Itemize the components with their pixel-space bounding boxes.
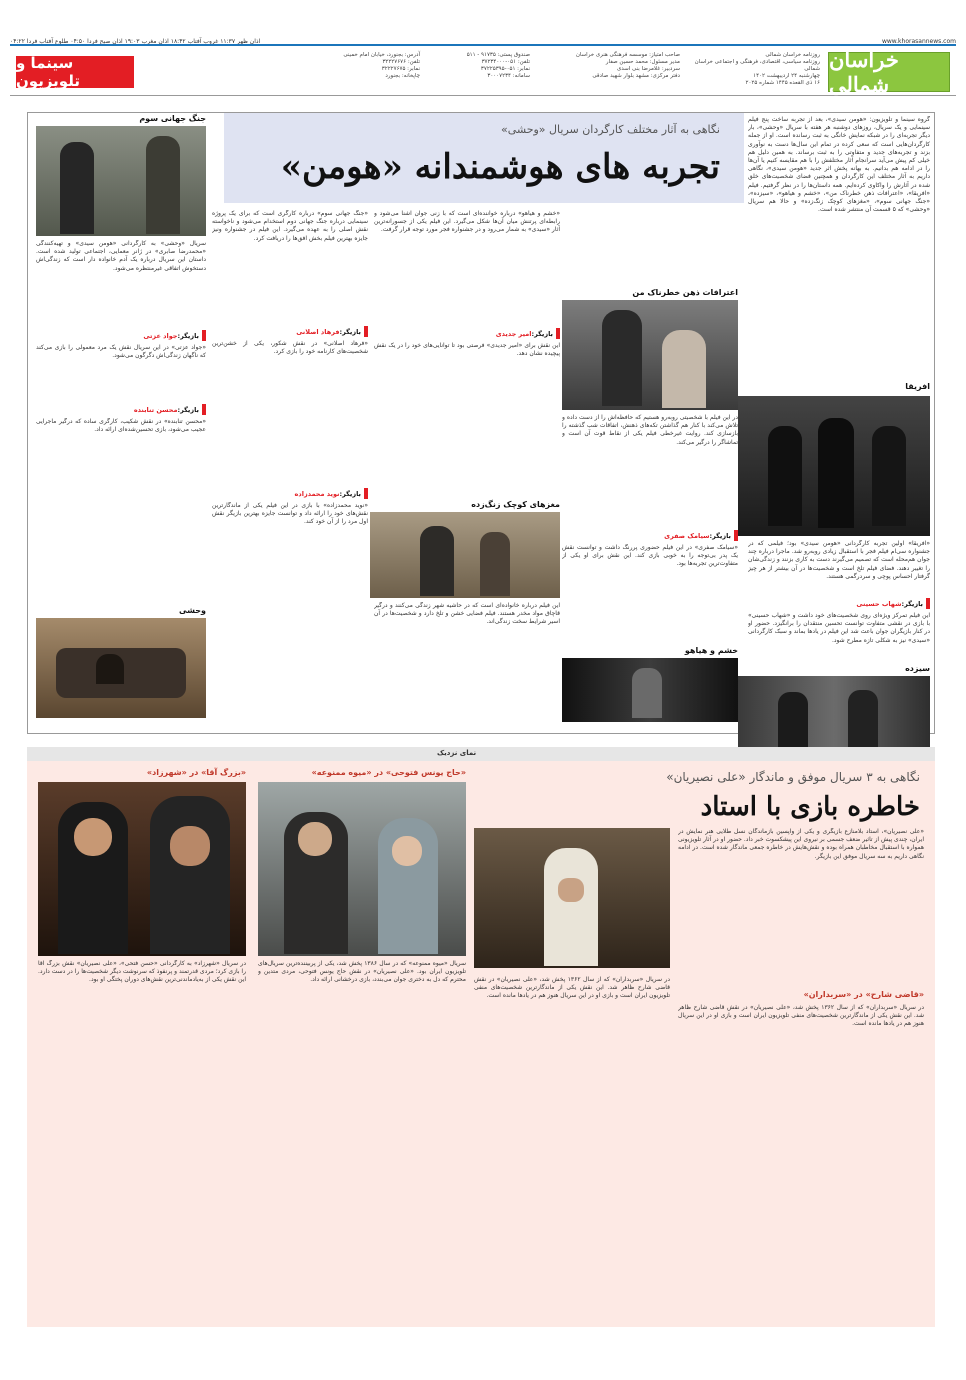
role-body: «نوید محمدزاده» با بازی در این فیلم یکی از ماندگارترین نقش‌های خود را ارائه داد و توانست جایزه بهترین بازیگر نقش اول مرد را از آن خود کند. [212, 502, 368, 526]
role-label: بازیگر: [901, 599, 923, 608]
series-caption: «قاضی شارح» در «سربداران» [803, 990, 924, 999]
bottom-section-bar [27, 747, 935, 761]
actor-name: فرهاد اصلانی [296, 327, 340, 336]
actor-name: شهاب حسینی [856, 599, 902, 608]
actor-name: امیر جدیدی [495, 329, 532, 338]
section-body: در این فیلم با شخصیتی روبه‌رو هستیم که حافظه‌اش را از دست داده و تلاش می‌کند با کنار هم گذاشتن تکه‌های ذهنش، اتفاقات شب گذشته را بازسازی کند. روایت غیرخطی فیلم یکی از نقاط قوت آن است و تماشاگر را درگیر می‌کند. [562, 414, 738, 446]
publisher-info [540, 52, 680, 80]
section-tag: سینما و تلویزیون [16, 56, 134, 88]
actor-role-bar [212, 488, 368, 499]
role-label: بازیگر: [177, 405, 199, 414]
africa-photo [738, 396, 930, 536]
actor-role-bar [36, 330, 206, 341]
shahrzad-photo [38, 782, 246, 956]
section-body: «افریقا» اولین تجربه کارگردانی «هومن سیدی» بود؛ فیلمی که در جشنواره سی‌ام فیلم فجر با استقبال زیادی روبه‌رو شد. ماجرا درباره چند جوان هم‌محله است که تصمیم می‌گیرند دست به کاری بزنند و زندگی‌شان را تغییر دهند. فضای فیلم تلخ است و شخصیت‌ها در آن بیشتر از هر چیز گرفتار احساس پوچی و سردرگمی هستند. [748, 540, 930, 580]
section-heading: مغزهای کوچک زنگ‌زده [471, 500, 560, 509]
series-body-extra: در سریال «سربداران» که از سال ۱۳۶۲ پخش شد، «علی نصیریان» در نقش قاضی شارح ظاهر شد. این نقش یکی از ماندگارترین شخصیت‌های منفی تلویزیون ایران است و بازی او در این سریال هنوز هم در یادها مانده است. [474, 976, 670, 1000]
newspaper-logo: خراسان شمالی [828, 52, 950, 92]
issue-line: روزنامه خراسان شمالی [765, 52, 820, 58]
publisher-line: مدیر مسئول: محمد حسین صفار [605, 59, 680, 65]
prayer-times: ۰۴:۲۲ اذان ظهر ۱۱:۳۷ غروب آفتاب ۱۸:۴۲ اذان مغرب ۱۹:۰۳ اذان صبح فردا ۰۴:۵۰ طلوع آفتاب فردا [10, 38, 261, 45]
role-body: «سیامک صفری» در این فیلم حضوری پررنگ داشت و توانست نقش یک پدر بی‌توجه را به خوبی بازی کند. این نقش برای او یکی از متفاوت‌ترین تجربه‌ها بود. [562, 544, 738, 568]
role-body: «محسن تنابنده» در نقش شکیب، کارگری ساده که درگیر ماجرایی عجیب می‌شود، بازی تحسین‌شده‌ای ارائه داد. [36, 418, 206, 434]
issue-line: چهارشنبه ۲۴ اردیبهشت ۱۴۰۲ [753, 73, 820, 79]
actor-name: جواد عزتی [143, 331, 178, 340]
bottom-intro: «علی نصیریان»، استاد بلامنازع بازیگری و یکی از واپسین بازماندگان نسل طلایی هنر نمایش در ایران، چندی پیش از تاثیر ضعف جسمی بر نیروی این پیشکسوت خبر داد. حضور او در آثار تلویزیونی همواره با استقبال مخاطبان همراه بوده و نقش‌هایش در خاطره جمعی ماندگار شده است. در ادامه نگاهی داریم به سه سریال موفق این بازیگر. [678, 828, 924, 860]
series-body: سریال «میوه ممنوعه» که در سال ۱۳۸۶ پخش شد، یکی از پربیننده‌ترین سریال‌های تلویزیون ایران بود. «علی نصیریان» در نقش حاج یونس فتوحی، مردی متدین و محترم که دل به دختری جوان می‌بندد، بازی درخشانی ارائه داد. [258, 960, 466, 984]
role-label: بازیگر: [531, 329, 553, 338]
article-kicker: نگاهی به آثار مختلف کارگردان سریال «وحشی» [500, 123, 720, 136]
vahshi-photo [36, 618, 206, 718]
role-body: این نقش برای «امیر جدیدی» فرصتی بود تا توانایی‌های خود را در یک نقش پیچیده نشان دهد. [374, 342, 560, 358]
address-line: تلفن: ۳۲۲۲۷۶۷۶ [382, 59, 420, 65]
section-heading: افریقا [905, 382, 930, 391]
role-body: «فرهاد اصلانی» در نقش شکور، یکی از خشن‌ترین شخصیت‌های کارنامه خود را بازی کرد. [212, 340, 368, 356]
role-body: این فیلم تمرکز ویژه‌ای روی شخصیت‌های خود داشت و «شهاب حسینی» با بازی در نقشی متفاوت توانست تحسین منتقدان را برانگیزد. حضور او در کنار بازیگران جوان باعث شد این فیلم در یادها بماند و سبک کارگردانی «سیدی» نیز به شکلی تازه مطرح شود. [748, 612, 930, 644]
actor-role-bar [374, 328, 560, 339]
publisher-line: صاحب امتیاز: موسسه فرهنگی هنری خراسان [575, 52, 680, 58]
address-info [290, 52, 420, 80]
article-body-col: «جنگ جهانی سوم» درباره کارگری است که برای یک پروژه سینمایی درباره جنگ جهانی دوم استخدام می‌شود و ناخواسته نقش اصلی را به عهده می‌گیرد. این فیلم در جشنواره ونیز جایزه بهترین فیلم بخش افق‌ها را دریافت کرد. [212, 210, 368, 242]
issue-info [690, 52, 820, 87]
contact-line: نمابر: ۰۵۱-۳۷۲۲۵۳۹۵ [480, 66, 530, 72]
role-label: بازیگر: [339, 489, 361, 498]
world-war-photo [36, 126, 206, 236]
actor-role-bar [562, 530, 738, 541]
publisher-line: سردبیر: غلامرضا بنی اسدی [616, 66, 680, 72]
section-heading: خشم و هیاهو [684, 646, 738, 655]
series-body: در سریال «سربداران» که از سال ۱۳۶۲ پخش شد، «علی نصیریان» در نقش قاضی شارح ظاهر شد. این نقش یکی از ماندگارترین شخصیت‌های منفی تلویزیون ایران است و بازی او در این سریال هنوز هم در یادها مانده است. [678, 1004, 924, 1028]
role-label: بازیگر: [709, 531, 731, 540]
section-body: سریال «وحشی» به کارگردانی «هومن سیدی» و تهیه‌کنندگی «محمدرضا صابری» در ژانر معمایی، اجتماعی تولید شده است. داستان این سریال درباره یک آدم خانواده دار است که زندگی‌اش دستخوش اتفاقی غیرمنتظره می‌شود. [36, 240, 206, 272]
address-line: آدرس: بجنورد، خیابان امام خمینی [343, 52, 420, 58]
khashm-photo [562, 658, 738, 722]
series-caption: «بزرگ آقا» در «شهرزاد» [146, 768, 246, 777]
actor-name: محسن تنابنده [133, 405, 178, 414]
mive-mamnoe-photo [258, 782, 466, 956]
role-body: «جواد عزتی» در این سریال نقش یک مرد معمولی را بازی می‌کند که ناگهان زندگی‌اش دگرگون می‌شود. [36, 344, 206, 360]
publisher-line: دفتر مرکزی: مشهد بلوار شهید صادقی [592, 73, 680, 79]
actor-role-bar [748, 598, 930, 609]
section-heading: وحشی [179, 606, 206, 615]
actor-role-bar [212, 326, 368, 337]
masthead [10, 44, 956, 96]
series-caption: «حاج یونس فتوحی» در «میوه ممنوعه» [311, 768, 466, 777]
bottom-title: خاطره بازی با استاد [700, 792, 920, 822]
actor-name: نوید محمدزاده [294, 489, 340, 498]
serbedaran-photo [474, 828, 670, 968]
contact-line: صندوق پستی: ۹۱۷۳۵ - ۵۱۱ [466, 52, 530, 58]
section-heading: سیزده [905, 664, 930, 673]
role-label: بازیگر: [339, 327, 361, 336]
series-body: در سریال «شهرزاد» به کارگردانی «حسن فتحی»، «علی نصیریان» نقش بزرگ آقا را بازی کرد؛ مردی قدرتمند و پرنفوذ که سرنوشت دیگر شخصیت‌ها را در دست دارد. این نقش یکی از به‌یادماندنی‌ترین نقش‌های دوران پختگی او بود. [38, 960, 246, 984]
actor-role-bar [36, 404, 206, 415]
bottom-kicker: نگاهی به ۳ سریال موفق و ماندگار «علی نصیریان» [666, 770, 920, 784]
contact-info [430, 52, 530, 80]
actor-name: سیامک صفری [664, 531, 710, 540]
bottom-bar-label: نمای نزدیک [437, 749, 477, 757]
section-heading: اعترافات ذهن خطرناک من [632, 288, 738, 297]
contact-line: تلفن: ۰۵۱-۳۷۲۳۴۰۰۰ [481, 59, 530, 65]
address-line: چاپخانه: بجنورد [385, 73, 420, 79]
article-title-band [224, 113, 744, 203]
section-heading: جنگ جهانی سوم [139, 114, 206, 123]
article-intro: گروه سینما و تلویزیون: «هومن سیدی»، بعد از تجربه ساخت پنج فیلم سینمایی و یک سریال، روزهای دوشنبه هر هفته با سریال «وحشی»، بار دیگر تجربه‌ای را در شبکه نمایش خانگی به ثبت رسانده است. او از جمله کارگردان‌هایی است که سعی کرده در تمام این سال‌ها دست به نوآوری بزند و تجربه‌های جدید و متفاوتی را به ثبت برساند. به همین دلیل هم خیلی کم پیش می‌آید سرانجام آثار مختلفش را با هم مقایسه کنیم یا آن‌ها را در ادامه هم بدانیم. به بهانه پخش اثر جدید «هومن سیدی»، نگاهی داریم به آثار مختلف این کارگردان و همچنین فضای شخصیت‌های خلق شده در آثارش را واکاوی کرده‌ایم. همه داستان‌ها را در نظر گرفتیم. فیلم «افریقا»، «اعترافات ذهن خطرناک من»، «خشم و هیاهو»، «سیزده»، «جنگ جهانی سوم»، «مغزهای کوچک زنگ‌زده» و حالا هم سریال «وحشی» که ۵ قسمت آن منتشر شده است. [748, 116, 930, 214]
maghzha-photo [370, 512, 560, 598]
website-url: www.khorasannews.com [881, 38, 956, 45]
role-label: بازیگر: [177, 331, 199, 340]
article-title: تجربه های هوشمندانه «هومن» [280, 147, 720, 187]
contact-line: سامانه: ۳۰۰۰۷۲۳۴ [487, 73, 530, 79]
confessions-photo [562, 300, 738, 410]
address-line: نمابر: ۳۲۲۲۷۶۷۵ [381, 66, 420, 72]
sizdah-photo [738, 676, 930, 758]
section-body: این فیلم درباره خانواده‌ای است که در حاشیه شهر زندگی می‌کنند و درگیر قاچاق مواد مخدر هستند. فیلم فضایی خشن و تلخ دارد و شخصیت‌ها در آن اسیر شرایط سخت زندگی‌اند. [374, 602, 560, 626]
issue-line: روزنامه سیاسی، اقتصادی، فرهنگی و اجتماعی خراسان شمالی [694, 59, 820, 72]
article-body-col: «خشم و هیاهو» درباره خواننده‌ای است که با زنی جوان آشنا می‌شود و رابطه‌ای پرتنش میان آن‌ها شکل می‌گیرد. این فیلم یکی از جسورانه‌ترین آثار «سیدی» به شمار می‌رود و در جشنواره فجر مورد توجه قرار گرفت. [374, 210, 560, 234]
issue-line: ۱۶ ذی القعده ۱۴۴۵ شماره ۲۰۲۵ [745, 80, 820, 86]
